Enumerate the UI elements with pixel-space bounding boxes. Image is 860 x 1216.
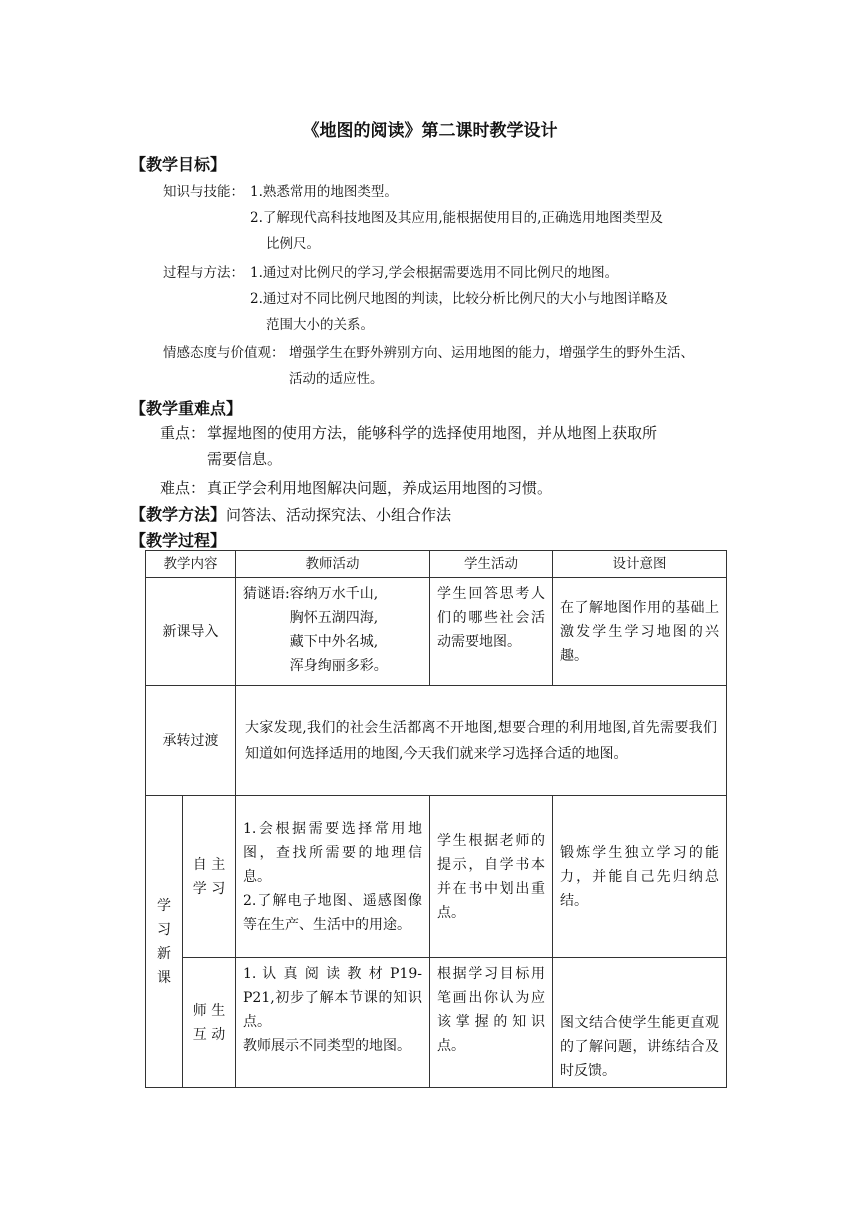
process-item-2: 2.通过对不同比例尺地图的判读，比较分析比例尺的大小与地图详略及 — [250, 291, 668, 307]
knowledge-item-1: 1.熟悉常用的地图类型。 — [250, 184, 398, 200]
table-row-interaction — [146, 958, 727, 1088]
process-item-2-cont: 范围大小的关系。 — [266, 317, 374, 333]
new-lesson-char: 习 — [157, 921, 171, 938]
knowledge-label: 知识与技能： — [163, 184, 244, 200]
interaction-label — [183, 958, 236, 1088]
emotion-text-cont: 活动的适应性。 — [289, 371, 384, 387]
difficult-label: 难点： — [160, 479, 206, 497]
interaction-char: 生 — [211, 1002, 226, 1019]
knowledge-item-2-cont: 比例尺。 — [266, 236, 320, 252]
self-study-teacher-2: 2.了解电子地图、遥感图像等在生产、生活中的用途。 — [243, 892, 422, 933]
header-content: 教学内容 — [146, 551, 236, 578]
self-study-student: 学生根据老师的提示，自学书本并在书中划出重点。 — [430, 796, 553, 958]
document-title: 《地图的阅读》第二课时教学设计 — [302, 121, 558, 141]
self-study-intent: 锻炼学生独立学习的能力，并能自己先归纳总结。 — [553, 796, 727, 958]
methods-text: 问答法、活动探究法、小组合作法 — [226, 506, 452, 524]
key-points-heading: 【教学重难点】 — [130, 399, 243, 418]
interaction-teacher-2: 教师展示不同类型的地图。 — [243, 1038, 411, 1054]
riddle-line: 藏下中外名城, — [289, 634, 379, 650]
difficult-text: 真正学会利用地图解决问题，养成运用地图的习惯。 — [207, 479, 553, 497]
key-text: 掌握地图的使用方法，能够科学的选择使用地图，并从地图上获取所 — [207, 424, 658, 442]
self-study-teacher-1: 1.会根据需要选择常用地图，查找所需要的地理信息。 — [243, 820, 422, 885]
new-lesson-char: 新 — [157, 945, 171, 962]
riddle-line: 胸怀五湖四海, — [289, 610, 379, 626]
intro-riddle-prefix: 猜谜语: — [243, 586, 290, 602]
interaction-char: 动 — [211, 1026, 226, 1043]
interaction-char: 师 — [192, 1002, 207, 1019]
methods-heading-label: 【教学方法】 — [130, 505, 227, 524]
interaction-intent: 图文结合使学生能更直观的了解问题，讲练结合及时反馈。 — [553, 958, 727, 1088]
interaction-teacher — [236, 958, 430, 1088]
intro-label: 新课导入 — [146, 578, 236, 686]
emotion-text: 增强学生在野外辨别方向、运用地图的能力，增强学生的野外生活、 — [289, 345, 694, 361]
self-study-char: 学 — [192, 880, 207, 897]
emotion-label: 情感态度与价值观： — [163, 345, 285, 361]
key-label: 重点： — [160, 424, 206, 442]
process-label: 过程与方法： — [163, 265, 244, 281]
interaction-student: 根据学习目标用笔画出你认为应该掌握的知识点。 — [430, 958, 553, 1088]
transition-label: 承转过渡 — [146, 686, 236, 796]
process-table — [145, 550, 727, 1088]
methods-heading — [130, 502, 451, 525]
header-student: 学生活动 — [430, 551, 553, 578]
header-intent: 设计意图 — [553, 551, 727, 578]
riddle-line: 容纳万水千山, — [289, 586, 379, 602]
new-lesson-label — [146, 796, 183, 1088]
self-study-char: 主 — [211, 856, 226, 873]
table-header-row — [146, 551, 727, 578]
intro-intent: 在了解地图作用的基础上激发学生学习地图的兴趣。 — [553, 578, 727, 686]
new-lesson-char: 学 — [157, 897, 171, 914]
intro-teacher — [236, 578, 430, 686]
key-text-cont: 需要信息。 — [207, 450, 283, 468]
new-lesson-char: 课 — [157, 969, 171, 986]
knowledge-item-2: 2.了解现代高科技地图及其应用,能根据使用目的,正确选用地图类型及 — [250, 210, 663, 226]
table-row-self-study — [146, 796, 727, 958]
riddle-line: 浑身绚丽多彩。 — [289, 658, 388, 674]
process-item-1: 1.通过对比例尺的学习,学会根据需要选用不同比例尺的地图。 — [250, 265, 619, 281]
table-row-intro — [146, 578, 727, 686]
transition-text: 大家发现,我们的社会生活都离不开地图,想要合理的利用地图,首先需要我们知道如何选择适用的地图,今天我们就来学习选择合适的地图。 — [236, 686, 727, 796]
self-study-char: 自 — [192, 856, 207, 873]
intro-student: 学生回答思考人们的哪些社会活动需要地图。 — [430, 578, 553, 686]
self-study-teacher — [236, 796, 430, 958]
interaction-char: 互 — [192, 1026, 207, 1043]
self-study-label — [183, 796, 236, 958]
process-heading: 【教学过程】 — [130, 531, 227, 550]
self-study-char: 习 — [211, 880, 226, 897]
table-row-transition — [146, 686, 727, 796]
header-teacher: 教师活动 — [236, 551, 430, 578]
interaction-teacher-1: 1. 认 真 阅 读 教 材 P19-P21,初步了解本节课的知识点。 — [243, 966, 422, 1030]
objectives-heading: 【教学目标】 — [130, 155, 227, 174]
